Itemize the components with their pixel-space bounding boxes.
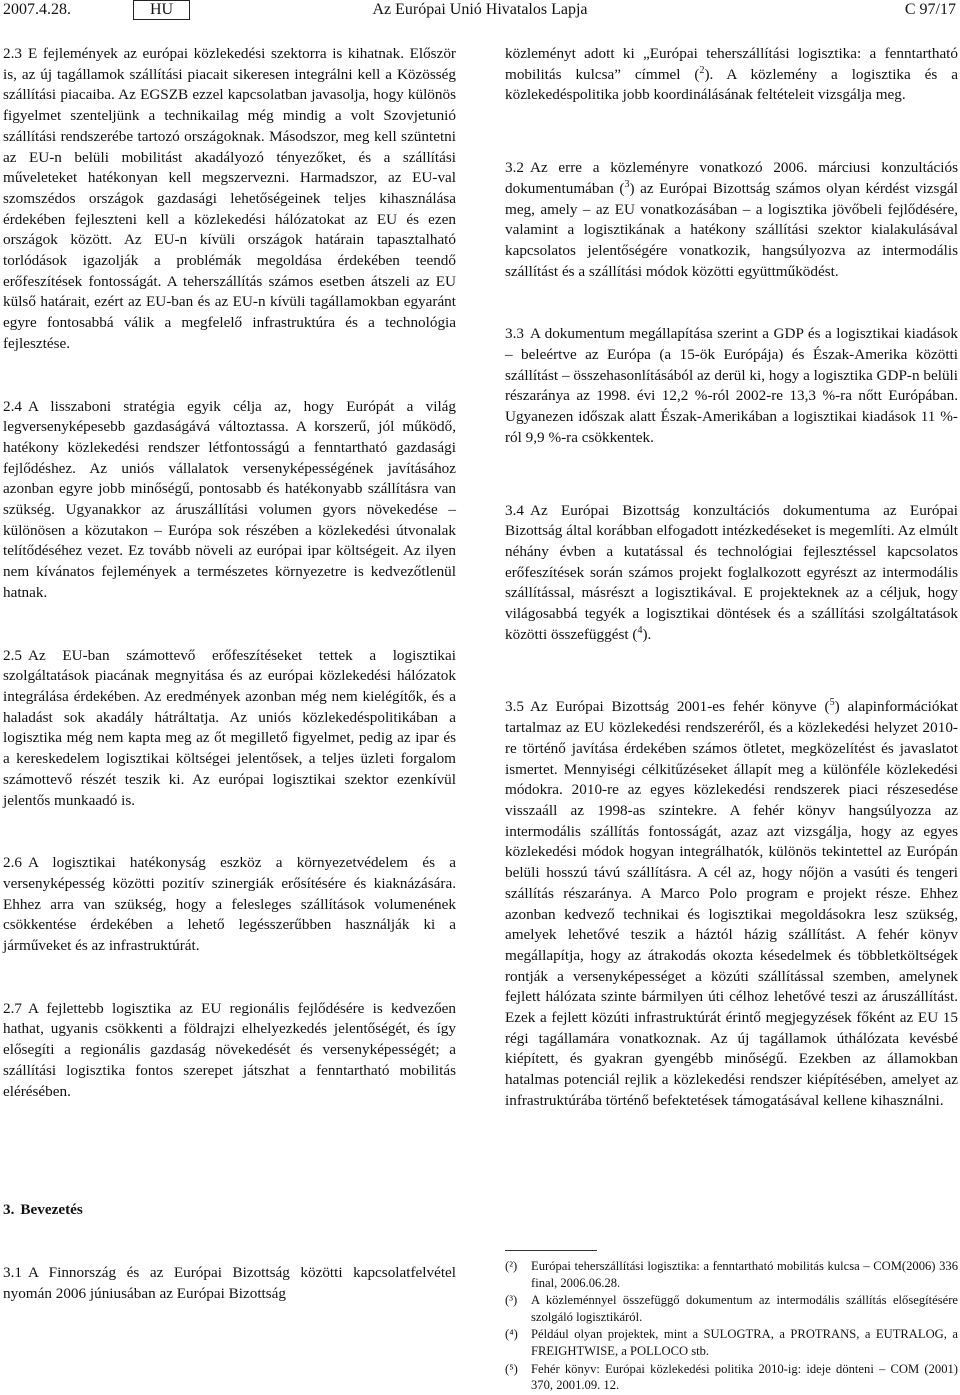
footnote-mark: (²) [505, 1259, 518, 1273]
footnote [505, 1258, 958, 1291]
paragraph-text: A lisszaboni stratégia egyik célja az, hogy Európát a világ legversenyképesebb gazdaságává változtassa. A korszerű, jól működő, hatékony közlekedési rendszer létfontosságú a fenntartható gazdasági fejlődéshez. Az uniós vállalatok versenyképességének javításához azonban egyre jobb minőségű, pontosabb és hatékonyabb szállításra van szükség. Ugyanakkor az áruszállítási volumen gyors növekedése – különösen a közutakon – Európa sok részében a közlekedési útvonalak telítődéséhez vezet. Ez tovább növeli az európai ipar költségeit. Az ilyen nem kívánatos fejlemények a természetes környezetre is kedvezőtlenül hatnak. [3, 397, 456, 601]
footnote-text: Európai teherszállítási logisztika: a fenntartható mobilitás kulcsa – COM(2006) 336 final, 2006.06.28. [531, 1259, 958, 1290]
footnote-mark: (⁴) [505, 1327, 518, 1342]
page-reference: C 97/17 [904, 1, 956, 18]
paragraph-text: A dokumentum megállapítása szerint a GDP és a logisztikai kiadások – beleértve az Európa (a 15-ök Európája) és Észak-Amerika közötti szállítást – összehasonlításából az derül ki, hogy a logisztika GDP-n belüli részaránya az 1998. évi 12,2 %-ról 2002-re 13,3 %-ra nőtt Európában. Ugyanezen időszak alatt Észak-Amerikában a logisztikai kiadások 11 %-ról 9,9 %-ra csökkentek. [505, 325, 958, 446]
footnote [505, 1361, 958, 1394]
paragraph-3-2 [505, 158, 958, 282]
footnote-ref: 5 [829, 697, 835, 709]
paragraph-text: ) az Európai Bizottság számos olyan kérdést vizsgál meg, amely – az EU vonatkozásában – a logisztika jövőbeli fejlődésére, valamint a logisztikának a hatékony szállítási szektor kialakulásával kapcsolatos jelentőségére vonatkozik, hangsúlyozva az intermodális szállítást és a szállítási módok közötti együttműködést. [505, 179, 958, 280]
paragraph-text: Az EU-ban számottevő erőfeszítéseket tettek a logisztikai szolgáltatások piacának megnyitása és az európai közlekedési hálózatok integrálása érdekében. Az eredmények azonban még nem kielégítők, és a haladást sok akadály hátráltatja. Az uniós közlekedéspolitikában a logisztika még nem kapta meg az őt megillető figyelmet, pedig az ipar és a kereskedelem logisztikai költségei jelentősek, a teljes üzleti forgalom számottevő részét teszik ki. Az európai logisztikai szektor ezenkívül jelentős munkaadó is. [3, 646, 456, 809]
paragraph-2-3 [3, 44, 456, 355]
paragraph-number: 3.4 [505, 501, 524, 519]
paragraph-text: közleményt adott ki „Európai teherszállítási logisztika: a fenntartható mobilitás kulcsa” címmel ( [505, 45, 958, 83]
footnote-mark: (⁵) [505, 1361, 518, 1376]
right-column [505, 44, 958, 1112]
paragraph-text: A fejlettebb logisztika az EU regionális fejlődésére is kedvezően hathat, ugyanis csökkenti a földrajzi elhelyezkedés jelentőségét, és így elősegíti a regionális gazdaság növekedését és versenyképességét; a szállítási logisztika fontos szerepet játszhat a fenntartható mobilitás elérésében. [3, 999, 456, 1100]
paragraph-text: ). A közlemény a logisztika és a közlekedéspolitika jobb koordinálásának feltételeit vizsgálja meg. [505, 65, 958, 104]
paragraph-number: 3.2 [505, 159, 524, 177]
language-code: HU [133, 0, 190, 20]
footnote [505, 1326, 958, 1359]
paragraph-3-1-continued [505, 44, 958, 106]
footnote-ref: 4 [637, 624, 643, 636]
left-column [3, 44, 456, 1304]
paragraph-number: 2.4 [3, 397, 22, 415]
footnotes [505, 1258, 958, 1395]
paragraph-number: 2.3 [3, 45, 22, 62]
paragraph-3-4 [505, 501, 958, 646]
section-heading-3 [3, 1200, 456, 1221]
paragraph-number: 2.6 [3, 854, 22, 872]
paragraph-3-3 [505, 324, 958, 448]
paragraph-text: Az Európai Bizottság 2001-es fehér könyve ( [529, 698, 830, 716]
footnote-mark: (³) [505, 1293, 518, 1308]
paragraph-text: ). [642, 625, 652, 643]
paragraph-text: ) alapinformációkat tartalmaz az EU közlekedési rendszeréről, és a közlekedési helyzet 2010-re történő javítása érdekében számos ötletet, megközelítést és javaslatot ismertet. Mennyiségi célkitűzéseket állapít meg a különféle közlekedési módokra. 2010-re az egyes közlekedési rendszerek piaci részesedése visszaáll az 1998-as szintekre. A fehér könyv hangsúlyozza az intermodális szállítás fontosságát, azaz azt vizsgálja, hogy az egyes közlekedési módok hogyan integrálhatók, különös tekintettel az Európán belüli hosszú távú szállításra. A cél az, hogy nőjön a vasúti és tengeri szállítás részaránya. A Marco Polo program e projekt része. Ehhez azonban kedvező technikai és logisztikai megoldásokra lesz szükség, amelyek lehetővé teszik a háztól házig szállítást. A fehér könyv megállapítja, hogy az átrakodás okozta késedelmek és többletköltségek rontják a versenyképességet a közúti szállítással szemben, amelynek fejlett hálózata szinte bármilyen úti célhoz lehetővé teszi az áruszállítást. Ezek a fejlett közúti infrastruktúrát érintő megjegyzések főként az EU 15 régi tagállamára vonatkoznak. Az új tagállamok úthálózata kevésbé kiépített, és gyakran gyengébb minőségű. Ezekben az államokban hatalmas potenciál rejlik a közlekedési rendszer kiépítésében, amelyet az infrastruktúrába történő befektetések támogatásával kellene kihasználni. [505, 698, 958, 1109]
paragraph-2-4 [3, 397, 456, 604]
footnote-text: Például olyan projektek, mint a SULOGTRA, a PROTRANS, a EUTRALOG, a FREIGHTWISE, a POLLOCO stb. [531, 1327, 958, 1358]
paragraph-2-6 [3, 853, 456, 957]
paragraph-number: 2.5 [3, 646, 22, 664]
paragraph-2-7 [3, 999, 456, 1103]
paragraph-3-1 [3, 1263, 456, 1304]
paragraph-text: Az erre a közleményre vonatkozó 2006. márciusi konzultációs dokumentumában ( [505, 159, 958, 197]
paragraph-number: 3.1 [3, 1263, 22, 1281]
page-header [0, 0, 960, 28]
paragraph-text: A Finnország és az Európai Bizottság közötti kapcsolatfelvétel nyomán 2006 júniusában az Európai Bizottság [3, 1263, 456, 1302]
section-title: Bevezetés [20, 1201, 83, 1219]
paragraph-text: E fejlemények az európai közlekedési szektorra is kihatnak. Először is, az új tagállamok szállítási piacait sikeresen integrálni kell a Közösség szállítási piacaiba. Az EGSZB ezzel kapcsolatban javasolja, hogy különös figyelmet szenteljünk a technikailag még mindig a volt Szovjetunió szállítási rendszerébe tartozó országoknak. Másodszor, meg kell szüntetni az EU-n belüli mobilitást akadályozó tényezőket, és a szállítási műveleteket hatékonyan kell megszervezni. Harmadszor, az EU-val szomszédos országok gazdasági lehetőségeinek teljes kihasználása érdekében fejleszteni kell a közlekedési hálózatokat az EU és ezen országok között. Az EU-n kívüli országok határain tapasztalható torlódások igazolják a problémák megoldása érdekében teendő erőfeszítések fontosságát. A teherszállítás számos esetben átszeli az EU külső határait, ezért az EU-ban és az EU-n kívüli tagállamokban egyaránt egyre fontosabbá válik a megfelelő infrastruktúra és a technológia fejlesztése. [3, 45, 456, 352]
paragraph-number: 3.3 [505, 325, 524, 343]
paragraph-text: A logisztikai hatékonyság eszköz a környezetvédelem és a versenyképesség közötti pozitív szinergiák erősítésére és kiaknázására. Ehhez arra van szükség, hogy a felesleges szállítások volumenének csökkentése érdekében a lehető legésszerűbben használják ki a járműveket és az infrastruktúrát. [3, 854, 456, 955]
paragraph-number: 2.7 [3, 999, 22, 1017]
footnote-divider [505, 1250, 597, 1251]
publication-date: 2007.4.28. [3, 1, 71, 18]
paragraph-3-5 [505, 697, 958, 1111]
paragraph-text: Az Európai Bizottság konzultációs dokumentuma az Európai Bizottság által korábban elfogadott intézkedéseket is megemlíti. Az elmúlt néhány évben a kutatással és technológiai fejlesztéssel kapcsolatos erőfeszítések során számos projekt foglalkozott egyrészt az intermodális szállítással, másrészt a logisztikával. E projekteknek az a céljuk, hogy világosabbá tegyék a logisztikai döntések és a szállítási szolgáltatások közötti összefüggést ( [505, 501, 958, 643]
footnote-ref: 3 [624, 178, 630, 190]
footnote-text: A közleménnyel összefüggő dokumentum az intermodális szállítás elősegítésére szolgáló logisztikáról. [531, 1293, 958, 1324]
footnote [505, 1292, 958, 1325]
footnote-text: Fehér könyv: Európai közlekedési politika 2010-ig: ideje dönteni – COM (2001) 370, 2001.09. 12. [531, 1361, 958, 1393]
journal-title: Az Európai Unió Hivatalos Lapja [372, 1, 588, 18]
footnote-ref: 2 [699, 64, 705, 76]
paragraph-2-5 [3, 646, 456, 812]
section-number: 3. [3, 1201, 15, 1219]
paragraph-number: 3.5 [505, 698, 524, 716]
